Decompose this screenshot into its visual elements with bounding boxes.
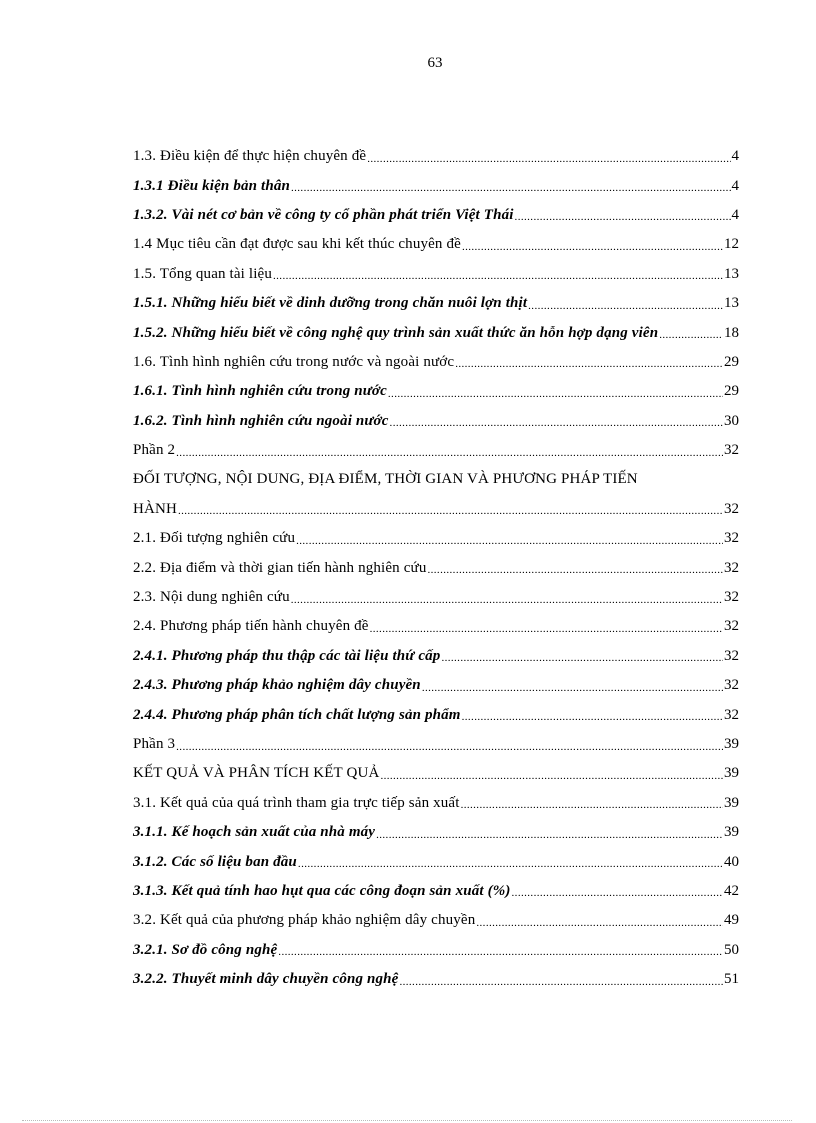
toc-dot-leader — [390, 417, 723, 429]
toc-entry-title: 2.3. Nội dung nghiên cứu — [133, 589, 290, 606]
toc-dot-leader — [178, 505, 723, 517]
toc-entry[interactable] — [133, 789, 739, 818]
toc-entry[interactable] — [133, 730, 739, 759]
toc-entry-page: 13 — [724, 295, 739, 312]
toc-entry-page: 32 — [724, 618, 739, 635]
toc-entry-title: 3.1.1. Kế hoạch sản xuất của nhà máy — [133, 824, 376, 841]
toc-dot-leader — [278, 946, 723, 958]
toc-dot-leader — [370, 623, 723, 635]
toc-entry[interactable] — [133, 171, 739, 200]
toc-dot-leader — [422, 682, 723, 694]
toc-entry-page: 39 — [724, 824, 739, 841]
table-of-contents — [133, 142, 739, 994]
toc-entry-title: 1.5.2. Những hiểu biết về công nghệ quy trình sản xuất thức ăn hỗn hợp dạng viên — [133, 324, 659, 341]
toc-dot-leader — [512, 887, 723, 899]
toc-dot-leader — [659, 329, 723, 341]
toc-entry-title: 3.1.2. Các số liệu ban đầu — [133, 853, 297, 870]
toc-entry-page: 32 — [724, 442, 739, 459]
toc-entry[interactable] — [133, 877, 739, 906]
toc-entry-page: 32 — [724, 647, 739, 664]
toc-dot-leader — [441, 652, 723, 664]
toc-entry-title: Phần 2 — [133, 442, 176, 459]
toc-entry-title: 1.4 Mục tiêu cần đạt được sau khi kết thúc chuyên đề — [133, 236, 461, 253]
toc-entry-page: 32 — [724, 589, 739, 606]
toc-dot-leader — [427, 564, 723, 576]
toc-dot-leader — [176, 741, 723, 753]
toc-entry[interactable] — [133, 289, 739, 318]
toc-dot-leader — [461, 799, 723, 811]
toc-dot-leader — [462, 241, 723, 253]
toc-entry-title: 1.3.1 Điều kiện bản thân — [133, 177, 290, 194]
toc-dot-leader — [273, 270, 723, 282]
toc-entry-page: 4 — [731, 148, 739, 165]
toc-entry-title: 2.4.4. Phương pháp phân tích chất lượng sản phẩm — [133, 706, 461, 723]
toc-entry-title: 3.2. Kết quả của phương pháp khảo nghiệm dây chuyền — [133, 912, 476, 929]
toc-dot-leader — [455, 358, 723, 370]
toc-entry[interactable] — [133, 906, 739, 935]
toc-entry[interactable] — [133, 847, 739, 876]
toc-entry-page: 42 — [724, 882, 739, 899]
toc-entry-title: 1.6.1. Tình hình nghiên cứu trong nước — [133, 383, 387, 400]
toc-entry-page: 12 — [724, 236, 739, 253]
toc-entry-page: 39 — [724, 765, 739, 782]
toc-entry-page: 32 — [724, 530, 739, 547]
toc-entry[interactable] — [133, 583, 739, 612]
toc-entry[interactable] — [133, 377, 739, 406]
toc-entry-page: 29 — [724, 383, 739, 400]
toc-dot-leader — [367, 153, 730, 165]
toc-entry-title: 2.1. Đối tượng nghiên cứu — [133, 530, 296, 547]
toc-entry-title: 3.1. Kết quả của quá trình tham gia trực tiếp sản xuất — [133, 794, 460, 811]
toc-entry-page: 32 — [724, 559, 739, 576]
toc-entry[interactable] — [133, 700, 739, 729]
toc-entry[interactable] — [133, 260, 739, 289]
toc-dot-leader — [399, 976, 723, 988]
toc-entry[interactable] — [133, 201, 739, 230]
toc-entry-page: 13 — [724, 265, 739, 282]
toc-entry[interactable] — [133, 936, 739, 965]
toc-entry[interactable] — [133, 524, 739, 553]
page-bottom-divider — [22, 1120, 792, 1121]
toc-dot-leader — [515, 211, 731, 223]
toc-entry[interactable] — [133, 759, 739, 788]
toc-dot-leader — [376, 829, 723, 841]
toc-entry-title: 3.2.2. Thuyết minh dây chuyền công nghệ — [133, 971, 399, 988]
toc-entry-title: KẾT QUẢ VÀ PHÂN TÍCH KẾT QUẢ — [133, 765, 380, 782]
toc-entry-title: 1.6. Tình hình nghiên cứu trong nước và ngoài nước — [133, 353, 455, 370]
toc-entry[interactable] — [133, 230, 739, 259]
toc-entry-title: 2.2. Địa điểm và thời gian tiến hành nghiên cứu — [133, 559, 427, 576]
toc-entry-page: 32 — [724, 706, 739, 723]
toc-entry[interactable] — [133, 407, 739, 436]
toc-dot-leader — [528, 300, 723, 312]
toc-entry-title: 3.1.3. Kết quả tính hao hụt qua các công đoạn sản xuất (%) — [133, 882, 511, 899]
toc-entry[interactable] — [133, 642, 739, 671]
toc-entry[interactable] — [133, 495, 739, 524]
toc-entry[interactable] — [133, 142, 739, 171]
toc-entry-page: 4 — [731, 177, 739, 194]
toc-entry[interactable] — [133, 318, 739, 347]
toc-dot-leader — [462, 711, 723, 723]
toc-entry-page: 51 — [724, 971, 739, 988]
toc-entry-title: 1.3. Điều kiện để thực hiện chuyên đề — [133, 148, 367, 165]
toc-entry[interactable] — [133, 818, 739, 847]
page-number: 63 — [427, 55, 443, 71]
toc-entry-title: 2.4. Phương pháp tiến hành chuyên đề — [133, 618, 369, 635]
toc-entry-page: 49 — [724, 912, 739, 929]
toc-entry[interactable] — [133, 612, 739, 641]
toc-entry-page: 50 — [724, 941, 739, 958]
toc-entry[interactable] — [133, 553, 739, 582]
toc-entry-title: 2.4.3. Phương pháp khảo nghiệm dây chuyền — [133, 677, 421, 694]
toc-entry-page: 40 — [724, 853, 739, 870]
toc-entry-title: 2.4.1. Phương pháp thu thập các tài liệu thứ cấp — [133, 647, 441, 664]
toc-entry-page: 29 — [724, 353, 739, 370]
toc-dot-leader — [176, 447, 723, 459]
toc-entry[interactable] — [133, 671, 739, 700]
toc-dot-leader — [476, 917, 723, 929]
toc-entry[interactable] — [133, 348, 739, 377]
toc-entry[interactable] — [133, 965, 739, 994]
toc-dot-leader — [388, 388, 723, 400]
toc-entry-page: 32 — [724, 500, 739, 517]
toc-dot-leader — [291, 594, 723, 606]
toc-entry-title: 3.2.1. Sơ đồ công nghệ — [133, 941, 278, 958]
toc-entry-title: 1.3.2. Vài nét cơ bản về công ty cổ phần phát triển Việt Thái — [133, 206, 514, 223]
toc-dot-leader — [296, 535, 723, 547]
toc-entry-title: ĐỐI TƯỢNG, NỘI DUNG, ĐỊA ĐIỂM, THỜI GIAN VÀ PHƯƠNG PHÁP TIẾN — [133, 471, 638, 488]
toc-entry-page: 18 — [724, 324, 739, 341]
toc-entry-page: 30 — [724, 412, 739, 429]
toc-dot-leader — [291, 182, 731, 194]
toc-heading-line — [133, 465, 739, 494]
toc-dot-leader — [380, 770, 723, 782]
toc-entry-page: 39 — [724, 794, 739, 811]
toc-entry-title: HÀNH — [133, 500, 177, 517]
toc-entry-title: 1.5. Tổng quan tài liệu — [133, 265, 272, 282]
toc-entry-title: 1.5.1. Những hiểu biết về dinh dưỡng trong chăn nuôi lợn thịt — [133, 295, 528, 312]
toc-dot-leader — [298, 858, 723, 870]
toc-entry-title: Phần 3 — [133, 736, 176, 752]
toc-entry[interactable] — [133, 436, 739, 465]
toc-entry-title: 1.6.2. Tình hình nghiên cứu ngoài nước — [133, 412, 389, 429]
toc-entry-page: 4 — [731, 206, 739, 223]
toc-entry-page: 32 — [724, 677, 739, 694]
toc-entry-page: 39 — [724, 736, 739, 752]
